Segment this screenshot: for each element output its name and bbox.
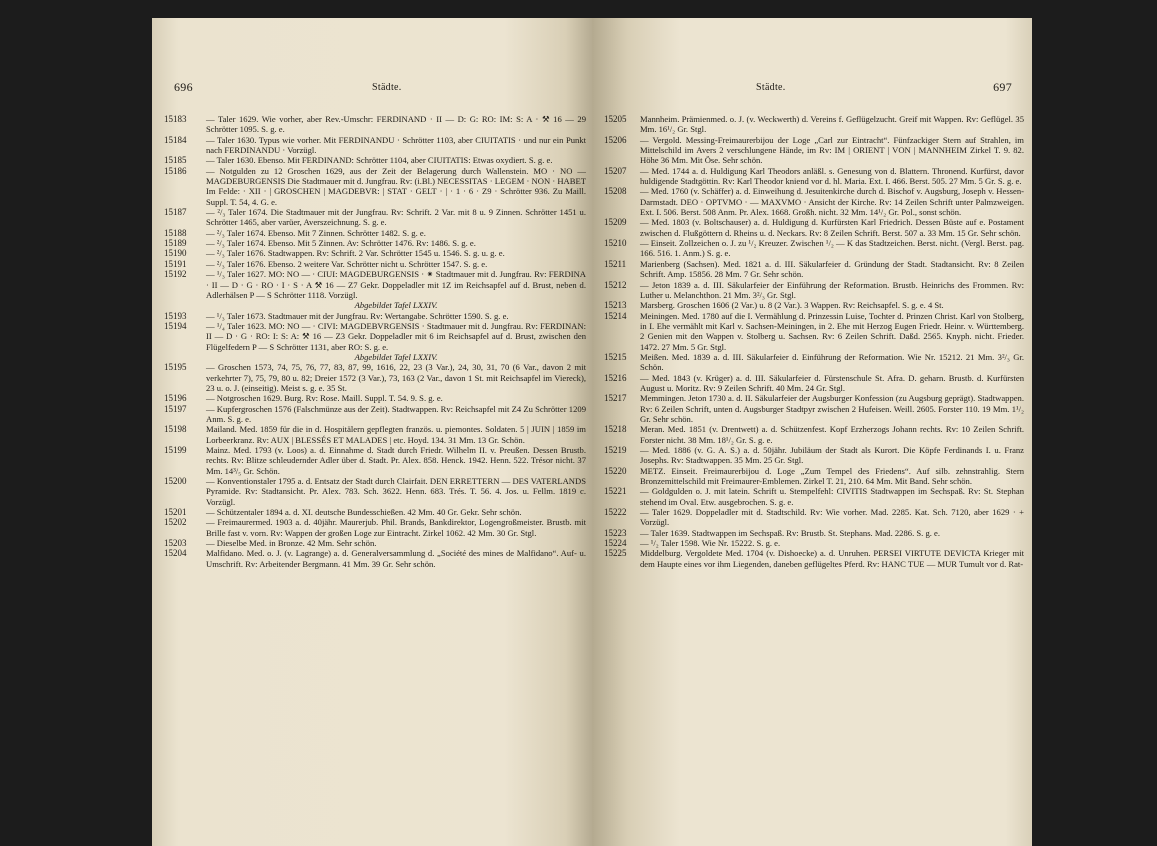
catalog-entry [604, 424, 1024, 445]
lot-number: 15189 [164, 238, 187, 249]
lot-description: — Dieselbe Med. in Bronze. 42 Mm. Sehr schön. [206, 538, 377, 549]
lot-number: 15221 [604, 486, 627, 497]
catalog-entry [604, 528, 1024, 538]
lot-number: 15216 [604, 372, 627, 383]
lot-number: 15215 [604, 351, 627, 362]
lot-number: 15212 [604, 279, 627, 290]
lot-description: — Goldgulden o. J. mit latein. Schrift u. Stempelfehl: CIVITIS Stadtwappen im Sechspaß. Rv: St. Stephan stehend im Oval. Etw. ausgebrochen. S. g. e. [640, 486, 1024, 507]
lot-description: — Taler 1630. Ebenso. Mit FERDINAND: Schrötter 1104, aber CIUITATIS: Etwas oxydiert. S. g. e. [206, 155, 553, 166]
right-running-head: Städte. [756, 82, 786, 93]
catalog-entry [604, 300, 1024, 310]
lot-description: — Notgroschen 1629. Burg. Rv: Rose. Maill. Suppl. T. 54. 9. S. g. e. [206, 393, 443, 404]
catalog-entry [604, 445, 1024, 466]
lot-description: — ²/₃ Taler 1674. Ebenso. Mit 5 Zinnen. Av: Schrötter 1476. Rv: 1486. S. g. e. [206, 238, 476, 249]
catalog-entry [604, 280, 1024, 301]
catalog-entry [164, 445, 586, 476]
lot-description: — Konventionstaler 1795 a. d. Entsatz der Stadt durch Clairfait. DEN ERRETTERN — DES VATERLANDS Pyramide. Rv: Stadtansicht. Pr. Alex. 783. Sch. 3622. Henn. 683. Trés. T. 56. 4. Jos. u. Fellm. 1819 c. Vorzügl. [206, 476, 586, 507]
lot-description: Marsberg. Groschen 1606 (2 Var.) u. 8 (2 Var.). 3 Wappen. Rv: Reichsapfel. S. g. e. 4 St. [640, 300, 944, 311]
lot-number: 15224 [604, 538, 627, 549]
lot-number: 15204 [164, 548, 187, 559]
left-page [152, 18, 592, 846]
lot-description: — Taler 1630. Typus wie vorher. Mit FERDINANDU · Schrötter 1103, aber CIUITATIS · und nur ein Punkt nach FERDINANDU · Vorzügl. [206, 134, 586, 156]
catalog-entry [604, 186, 1024, 217]
lot-number: 15196 [164, 393, 187, 404]
catalog-entry [164, 507, 586, 517]
lot-number: 15188 [164, 227, 187, 238]
lot-number: 15220 [604, 465, 627, 476]
catalog-entry [604, 373, 1024, 394]
catalog-entry [604, 114, 1024, 135]
lot-description: — Med. 1843 (v. Krüger) a. d. III. Säkularfeier d. Fürstenschule St. Afra. D. geharn. Brustb. d. Kurfürsten August u. Moritz. Rv: 9 Zeilen Schrift. 40 Mm. 24 Gr. Stgl. [640, 372, 1024, 393]
lot-description: — Schützentaler 1894 a. d. XI. deutsche Bundesschießen. 42 Mm. 40 Gr. Gekr. Sehr schön. [206, 507, 522, 518]
catalog-entry [604, 135, 1024, 166]
lot-description: — ²/₃ Taler 1676. Stadtwappen. Rv: Schrift. 2 Var. Schrötter 1545 u. 1546. S. g. u. g. e. [206, 248, 505, 259]
catalog-entry [164, 248, 586, 258]
catalog-entry [164, 228, 586, 238]
lot-description: — ²/₃ Taler 1674. Ebenso. Mit 7 Zinnen. Schrötter 1482. S. g. e. [206, 227, 426, 238]
lot-description: — Kupfergroschen 1576 (Falschmünze aus der Zeit). Stadtwappen. Rv: Reichsapfel mit Z4 Zu Schrötter 1209 Anm. S. g. e. [206, 403, 586, 424]
catalog-entry [164, 404, 586, 425]
lot-number: 15225 [604, 548, 627, 559]
catalog-entry [164, 166, 586, 207]
lot-description: — Notgulden zu 12 Groschen 1629, aus der Zeit der Belagerung durch Wallenstein. MO · NO — MAGDEBURGENSIS Die Stadtmauer mit d. Jungfrau. Rv: (i.Bl.) NECESSITAS · LEGEM · NON · HABET Im Felde: · XII · | GROSCHEN | MAGDEBVR: | STAT · GELT · | · 1 · 6 · Z9 · Schrötter 936. Zu Maill. Suppl. T. 54, 4. G. e. [206, 165, 586, 207]
lot-description: — Taler 1629. Doppeladler mit d. Stadtschild. Rv: Wie vorher. Mad. 2285. Kat. Sch. 7120, aber 1629 · + Vorzügl. [640, 507, 1024, 528]
lot-description: — ²/₃ Taler 1674. Die Stadtmauer mit der Jungfrau. Rv: Schrift. 2 Var. mit 8 u. 9 Zinnen. Schrötter 1451 u. Schrötter 1465, aber varüer, Averszeichnung. S. g. e. [206, 207, 586, 228]
lot-description: — ¹/₄ Taler 1623. MO: NO — · CIVI: MAGDEBVRGENSIS · Stadtmauer mit d. Jungfrau. Rv: FERDINAN: II — D · G · RO: I: S: A: ⚒ 16 — Z3 Gekr. Doppeladler mit 6 im Reichsapfel auf d. Brust, zwischen den Flügelfedern P — S Schrötter 1131, aber RO: S. g. e. [206, 320, 586, 352]
catalog-entry [164, 259, 586, 269]
lot-description: — ¹/₃ Taler 1673. Stadtmauer mit der Jungfrau. Rv: Wertangabe. Schrötter 1590. S. g. e. [206, 310, 509, 321]
lot-number: 15185 [164, 155, 187, 166]
lot-number: 15214 [604, 310, 627, 321]
lot-number: 15195 [164, 362, 187, 373]
catalog-entry [164, 311, 586, 321]
catalog-entry [164, 362, 586, 393]
lot-number: 15209 [604, 217, 627, 228]
catalog-entry [164, 476, 586, 507]
lot-description: — Jeton 1839 a. d. III. Säkularfeier der Einführung der Reformation. Brustb. Heinrichs des Frommen. Rv: Luther u. Melanchthon. 21 Mm. 3²/₃ Gr. Stgl. [640, 279, 1024, 300]
catalog-entry [604, 507, 1024, 528]
catalog-entry [604, 217, 1024, 238]
catalog-entry [604, 166, 1024, 187]
catalog-entry [604, 311, 1024, 352]
lot-description: Marienberg (Sachsen). Med. 1821 a. d. III. Säkularfeier d. Gründung der Stadt. Stadtansicht. Rv: 8 Zeilen Schrift. Amp. 15856. 28 Mm. 7 Gr. Sehr schön. [640, 258, 1024, 280]
lot-number: 15202 [164, 517, 187, 528]
plate-reference: Abgebildet Tafel LXXIV. [354, 351, 438, 362]
lot-description: Mannheim. Prämienmed. o. J. (v. Weckwerth) d. Vereins f. Geflügelzucht. Greif mit Wappen. Rv: Geflügel. 35 Mm. 16¹/₂ Gr. Stgl. [640, 114, 1024, 135]
lot-description: — ¹/₃ Taler 1627. MO: NO — · CIUI: MAGDEBURGENSIS · ⁕ Stadtmauer mit d. Jungfrau. Rv: FERDINA · II — D · G · RO · I · S · A ⚒ 16 — Z7 Gekr. Doppeladler mit 1Z im Reichsapfel auf d. Brust, neben d. Adlerhälsen P — S Schrötter 1118. Vorzügl. [206, 269, 586, 300]
lot-description: — Med. 1803 (v. Boltschauser) a. d. Huldigung d. Kurfürsten Karl Friedrich. Dessen Büste auf e. Postament zwischen d. Flußgöttern d. Rheins u. d. Neckars. Rv: 8 Zeilen Schrift. Berst. 507 a. 33 Mm. 15 Gr. Sehr schön. [640, 217, 1024, 238]
right-entries [604, 114, 1024, 569]
catalog-entry [604, 548, 1024, 569]
catalog-entry [604, 538, 1024, 548]
lot-description: — Taler 1639. Stadtwappen im Sechspaß. Rv: Brustb. St. Stephans. Mad. 2286. S. g. e. [640, 527, 941, 538]
lot-number: 15190 [164, 248, 187, 259]
lot-description: Mailand. Med. 1859 für die in d. Hospitälern gepflegten französ. u. piemontes. Soldaten. 5 | JUIN | 1859 im Lorbeerkranz. Rv: AUX | BLESSÉS ET MALADES | etc. Hoyd. 134. 31 Mm. 13 Gr. Schön. [206, 424, 586, 445]
left-page-number: 696 [174, 80, 193, 94]
catalog-entry [164, 155, 586, 165]
lot-number: 15213 [604, 300, 627, 311]
catalog-entry [164, 548, 586, 569]
catalog-entry [604, 259, 1024, 280]
lot-number: 15192 [164, 269, 187, 280]
plate-reference: Abgebildet Tafel LXXIV. [354, 300, 438, 311]
right-page-number: 697 [993, 80, 1012, 94]
lot-number: 15187 [164, 207, 187, 218]
catalog-entry [604, 486, 1024, 507]
lot-description: — Freimaurermed. 1903 a. d. 40jähr. Maurerjub. Phil. Brands, Bankdirektor, Logengroßmeister. Brustb. mit Brille fast v. vorn. Rv: Wappen der großen Loge zur Eintracht. Zirkel 1062. 42 Mm. 30 Gr. Stgl. [206, 517, 586, 538]
lot-description: Memmingen. Jeton 1730 a. d. II. Säkularfeier der Augsburger Konfession (zu Augsburg geprägt). Stadtwappen. Rv: 6 Zeilen Schrift, unten d. Augsburger Stadtpyr zwischen 2 Hufeisen. Weill. 2605. Forster 110. 19 Mm. 1¹/₂ Gr. Sehr schön. [640, 393, 1024, 424]
lot-number: 15219 [604, 445, 627, 455]
lot-description: — Einseit. Zollzeichen o. J. zu ¹/₂ Kreuzer. Zwischen ¹/₂ — K das Stadtzeichen. Berst. nicht. (Vergl. Berst. pag. 166. 516. 1. Anm.) S. g. e. [640, 238, 1024, 259]
catalog-entry [604, 393, 1024, 424]
lot-description: — Med. 1760 (v. Schäffer) a. d. Einweihung d. Jesuitenkirche durch d. Bischof v. Augsburg, Joseph v. Hessen-Darmstadt. DEO · OPTVMO · — MAXVMO · Ansicht der Kirche. Rv: 14 Zeilen Schrift unter Palmzweigen. Ext. I. 506. Berst. 508 Anm. Pr. Alex. 1668. Großh. nicht. 32 Mm. 14¹/₂ Gr. Pol., sonst schön. [640, 186, 1024, 218]
catalog-entry [604, 466, 1024, 487]
lot-number: 15206 [604, 134, 627, 145]
lot-description: — Vergold. Messing-Freimaurerbijou der Loge „Carl zur Eintracht“. Fünfzackiger Stern auf Strahlen, im Mittelschild im Avers 2 verschlungene Hände, im Rv: IM | ORIENT | VON | MANNHEIM Zirkel T. 9. 82. Höhe 36 Mm. Mit Öse. Sehr schön. [640, 134, 1024, 166]
catalog-entry [164, 135, 586, 156]
lot-description: Middelburg. Vergoldete Med. 1704 (v. Dishoecke) a. d. Unruhen. PERSEI VIRTUTE DEVICTA Krieger mit dem Haupte eines vor ihm Liegenden, daneben geflügeltes Pferd. Rv: HANC TUE — MUR Tumult vor d. Rat- [640, 548, 1024, 569]
lot-number: 15211 [604, 258, 627, 269]
lot-number: 15183 [164, 114, 187, 124]
lot-description: Meiningen. Med. 1780 auf die I. Vermählung d. Prinzessin Luise, Tochter d. Prinzen Christ. Karl von Stolberg, in I. Ehe vermählt mit Karl v. Sachsen-Meiningen, in 2. Ehe mit Herzog Eugen Friedr. Heinr. v. Württemberg. 2 Genien mit den Wappen v. Stolberg u. Sachsen. Rv: 6 Zeilen Schrift. Daßd. 2565. Knyph. nicht. Frieder. 1472. 27 Mm. 5 Gr. Stgl. [640, 310, 1024, 352]
lot-description: — Med. 1886 (v. G. A. S.) a. d. 50jähr. Jubiläum der Stadt als Kurort. Die Köpfe Ferdinands I. u. Franz Josephs. Rv: Stadtwappen. 35 Mm. 25 Gr. Stgl. [640, 445, 1024, 466]
left-entries [164, 114, 586, 569]
book-spread [152, 18, 1032, 846]
catalog-entry [604, 352, 1024, 373]
lot-description: — Taler 1629. Wie vorher, aber Rev.-Umschr: FERDINAND · II — D: G: RO: IM: S: A · ⚒ 16 — 29 Schrötter 1095. S. g. e. [206, 114, 586, 135]
lot-number: 15208 [604, 186, 627, 197]
lot-number: 15201 [164, 507, 187, 518]
lot-number: 15198 [164, 424, 187, 435]
lot-number: 15184 [164, 134, 187, 145]
lot-number: 15210 [604, 238, 627, 249]
catalog-entry [164, 538, 586, 548]
lot-description: — ²/₃ Taler 1676. Ebenso. 2 weitere Var. Schrötter nicht u. Schrötter 1547. S. g. e. [206, 258, 488, 269]
catalog-entry [164, 269, 586, 300]
lot-number: 15194 [164, 320, 187, 331]
catalog-entry [164, 393, 586, 403]
catalog-entry [164, 207, 586, 228]
catalog-entry [164, 517, 586, 538]
catalog-entry [604, 238, 1024, 259]
right-page [592, 18, 1032, 846]
lot-number: 15223 [604, 527, 627, 538]
lot-number: 15193 [164, 310, 187, 321]
lot-number: 15207 [604, 165, 627, 176]
lot-number: 15199 [164, 445, 187, 455]
lot-number: 15186 [164, 165, 187, 176]
lot-number: 15197 [164, 403, 187, 414]
catalog-entry [164, 321, 586, 352]
lot-description: Meißen. Med. 1839 a. d. III. Säkularfeier d. Einführung der Reformation. Wie Nr. 15212. 21 Mm. 3²/₃ Gr. Schön. [640, 351, 1024, 373]
lot-description: Mainz. Med. 1793 (v. Loos) a. d. Einnahme d. Stadt durch Friedr. Wilhelm II. v. Preußen. Dessen Brustb. rechts. Rv: Blitze schleudernder Adler über d. Stadt. Pr. Alex. 858. Henck. 1942. Henn. 522. Trésor nicht. 37 Mm. 14³/₅ Gr. Schön. [206, 445, 586, 476]
lot-number: 15222 [604, 507, 627, 518]
lot-description: Meran. Med. 1851 (v. Drentwett) a. d. Schützenfest. Kopf Erzherzogs Johann rechts. Rv: 10 Zeilen Schrift. Forster nicht. 38 Mm. 18¹/₂ Gr. S. g. e. [640, 424, 1024, 445]
lot-description: — Med. 1744 a. d. Huldigung Karl Theodors anläßl. s. Genesung von d. Blattern. Thronend. Kurfürst, davor huldigende Stadtgöttin. Rv: Karl Theodor kniend vor d. hl. Maria. Ext. I. 466. Berst. 505. 27 Mm. 5 Gr. S. g. e. [640, 165, 1024, 187]
lot-number: 15203 [164, 538, 187, 549]
catalog-entry [164, 114, 586, 135]
lot-number: 15205 [604, 114, 627, 124]
lot-description: Malfidano. Med. o. J. (v. Lagrange) a. d. Generalversammlung d. „Société des mines de Malfidano“. Auf- u. Umschrift. Rv: Arbeitender Bergmann. 41 Mm. 39 Gr. Sehr schön. [206, 548, 586, 569]
lot-description: — ¹/₂ Taler 1598. Wie Nr. 15222. S. g. e. [640, 538, 781, 549]
lot-description: METZ. Einseit. Freimaurerbijou d. Loge „Zum Tempel des Friedens“. Auf silb. zehnstrahlig. Stern Bronzemittelschild mit Freimaurer-Emblemen. Zirkel T. 21, 210. 64 Mm. Mit Band. Sehr schön. [640, 465, 1024, 487]
catalog-entry [164, 238, 586, 248]
lot-number: 15217 [604, 393, 627, 404]
lot-number: 15200 [164, 476, 187, 487]
lot-number: 15218 [604, 424, 627, 435]
lot-description: — Groschen 1573, 74, 75, 76, 77, 83, 87, 99, 1616, 22, 23 (3 Var.), 24, 30, 31, 70 (6 Var., davon 2 mit verkehrter 7), 75, 79, 80 u. 82; Dreier 1572 (3 Var.), 73, 163 (2 Var., davon 1 St. mit Reichsapfel im Viereck), 23 u. o. J. (einseitig). Meist s. g. e. 35 St. [206, 362, 586, 393]
left-running-head: Städte. [372, 82, 402, 93]
lot-number: 15191 [164, 258, 187, 269]
catalog-entry [164, 424, 586, 445]
